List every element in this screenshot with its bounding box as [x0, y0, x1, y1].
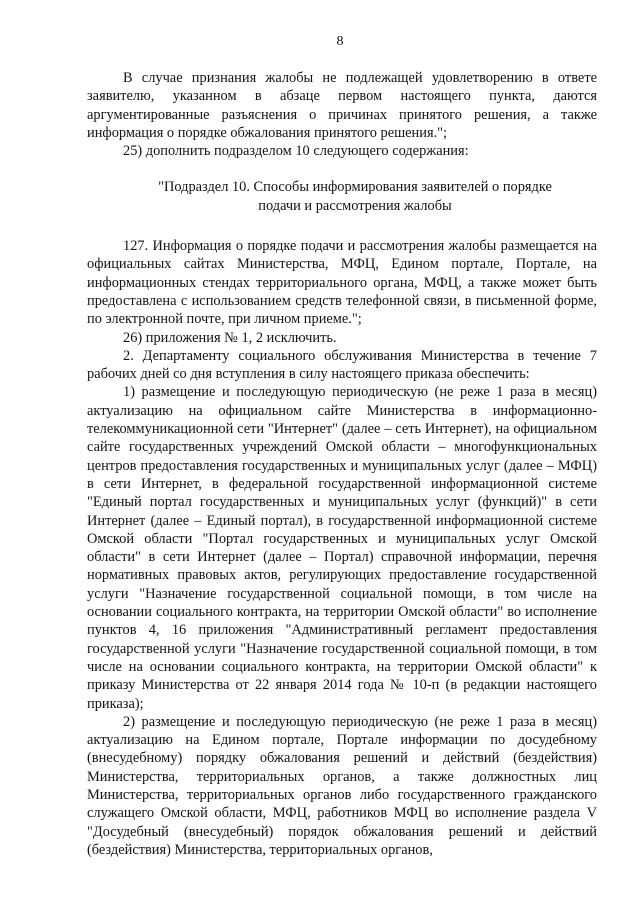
subsection-heading: [87, 178, 597, 215]
subsection-heading-line-2: подачи и рассмотрения жалобы: [258, 197, 452, 214]
paragraph-subitem-2: 2) размещение и последующую периодическую (не реже 1 раза в месяц) актуализацию на Едином портале, Портале информации по досудебному (внесудебному) порядку обжалования решений и действий (бездействия) Министерства, территориальных органов, а также должностных лиц Министерства, территориальных органов либо государственного гражданского служащего Омской области, МФЦ, работников МФЦ во исполнение раздела V "Досудебный (внесудебный) порядок обжалования решений и действий (бездействия) Министерства, территориальных органов,: [87, 713, 597, 858]
page-number: 8: [336, 34, 344, 49]
paragraph-section-2: 2. Департаменту социального обслуживания Министерства в течение 7 рабочих дней со дня вступления в силу настоящего приказа обеспечить:: [87, 347, 597, 383]
subsection-heading-line-1: "Подраздел 10. Способы информирования заявителей о порядке: [158, 179, 552, 196]
paragraph-item-26: 26) приложения № 1, 2 исключить.: [123, 329, 337, 346]
paragraph-item-25: 25) дополнить подразделом 10 следующего содержания:: [123, 143, 469, 160]
paragraph-subitem-1: 1) размещение и последующую периодическую (не реже 1 раза в месяц) актуализацию на официальном сайте Министерства в информационно-телекоммуникационной сети "Интернет" (далее – сеть Интернет), на официальном сайте государственных учреждений Омской области – многофункциональных центров предоставления государственных и муниципальных услуг (далее – МФЦ) в сети Интернет, в федеральной государственной информационной системе "Единый портал государственных и муниципальных услуг (функций)" в сети Интернет (далее – Единый портал), в государственной информационной системе Омской области "Портал государственных и муниципальных услуг Омской области" в сети Интернет (далее – Портал) справочной информации, перечня нормативных правовых актов, регулирующих предоставление государственной услуги "Назначение государственной социальной помощи, в том числе на основании социального контракта, на территории Омской области" во исполнение пунктов 4, 16 приложения "Административный регламент предоставления государственной услуги "Назначение государственной социальной помощи, в том числе на основании социального контракта, на территории Омской области" к приказу Министерства от 22 января 2014 года № 10-п (в редакции настоящего приказа);: [87, 384, 597, 712]
paragraph-item-127: 127. Информация о порядке подачи и рассмотрения жалобы размещается на официальных сайтах Министерства, МФЦ, Едином портале, Портале, на информационных стендах территориального органа, МФЦ, а также может быть предоставлена с использованием средств телефонной связи, в письменной форме, по электронной почте, при личном приеме.";: [87, 238, 597, 328]
paragraph-complaint-rejection: В случае признания жалобы не подлежащей удовлетворению в ответе заявителю, указанном в абзаце первом настоящего пункта, даются аргументированные разъяснения о причинах принятого решения, а также информация о порядке обжалования принятого решения.";: [87, 70, 597, 141]
document-body: [87, 69, 597, 859]
